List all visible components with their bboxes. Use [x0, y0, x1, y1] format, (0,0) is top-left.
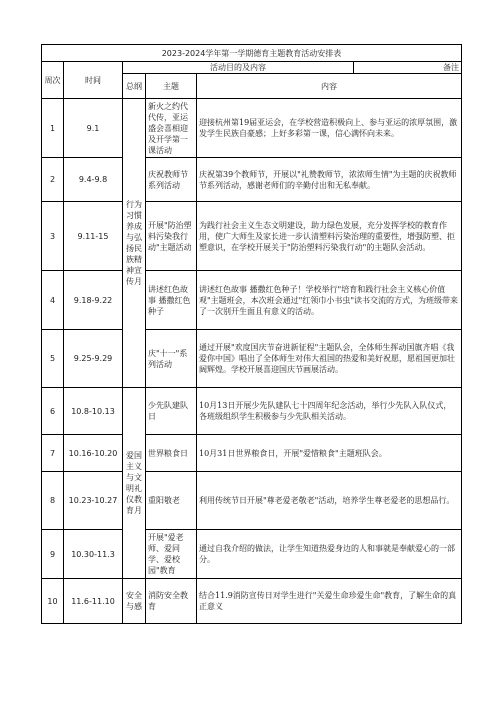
- time-cell: 10.8-10.13: [64, 388, 123, 435]
- content-cell: 庆祝第39个教师节，开展以"礼赞教师节，浓浓师生情"为主题的庆祝教师节系列活动，感谢老师们的辛勤付出和无私奉献。: [197, 158, 462, 202]
- topic-cell: 消防安全教育: [146, 579, 197, 624]
- schedule-table: [41, 44, 462, 624]
- table-row: [42, 388, 462, 435]
- week-cell: 8: [42, 472, 64, 530]
- content-cell: 利用传统节日开展"尊老爱老敬老"活动，培养学生尊老爱老的思想品行。: [197, 472, 462, 530]
- table-row: [42, 579, 462, 624]
- table-row: [42, 530, 462, 579]
- time-cell: 9.18-9.22: [64, 271, 123, 330]
- week-cell: 3: [42, 202, 64, 271]
- topic-cell: 重阳敬老: [146, 472, 197, 530]
- content-cell: 结合11.9消防宣传日对学生进行"关爱生命珍爱生命"教育，了解生命的真正意义: [197, 579, 462, 624]
- topic-cell: 新火之约代代传，亚运盛会喜相迎及开学第一课活动: [146, 99, 197, 158]
- header-outline: 总纲: [123, 74, 146, 99]
- topic-cell: 少先队建队日: [146, 388, 197, 435]
- content-cell: 为践行社会主义生态文明建设，助力绿色发展，充分发挥学校的教育作用，使广大师生及家长进一步认清塑料污染治理的重要性，增强防塑、拒塑意识，在学校开展关于"防治塑料污染我行动"的主题队会活动。: [197, 202, 462, 271]
- time-cell: 11.6-11.10: [64, 579, 123, 624]
- week-cell: 7: [42, 435, 64, 472]
- time-cell: 9.25-9.29: [64, 330, 123, 388]
- time-cell: 10.16-10.20: [64, 435, 123, 472]
- table-row: [42, 330, 462, 388]
- topic-cell: 庆"十一"系列活动: [146, 330, 197, 388]
- outline-group-3: 安全与感: [123, 579, 146, 624]
- header-time: 时间: [64, 62, 123, 99]
- week-cell: 9: [42, 530, 64, 579]
- time-cell: 9.1: [64, 99, 123, 158]
- topic-cell: 讲述红色故事 播撒红色种子: [146, 271, 197, 330]
- header-remark: 备注: [354, 62, 462, 74]
- week-cell: 2: [42, 158, 64, 202]
- content-cell: 10月13日开展少先队建队七十四周年纪念活动，举行少先队入队仪式，各班级组织学生积极参与少先队相关活动。: [197, 388, 462, 435]
- outline-group-2: 爱国主义与文明礼仪教育月: [123, 388, 146, 579]
- week-cell: 10: [42, 579, 64, 624]
- topic-cell: 开展"爱老师、爱同学、爱校园"教育: [146, 530, 197, 579]
- content-cell: 讲述红色故事 播撒红色种子！学校举行"培育和践行社会主义核心价值观"主题班会，本次班会通过"红领巾小书虫"读书交流的方式，为班级带来了一次别开生面且有意义的活动。: [197, 271, 462, 330]
- table-row: [42, 158, 462, 202]
- topic-cell: 庆祝教师节系列活动: [146, 158, 197, 202]
- week-cell: 1: [42, 99, 64, 158]
- time-cell: 10.30-11.3: [64, 530, 123, 579]
- content-cell: 10月31日世界粮食日，开展"爱惜粮食"主题班队会。: [197, 435, 462, 472]
- header-content: 内容: [197, 74, 462, 99]
- time-cell: 9.4-9.8: [64, 158, 123, 202]
- content-cell: 通过自我介绍的做法，让学生知道热爱身边的人和事就是奉献爱心的一部分。: [197, 530, 462, 579]
- topic-cell: 开展"防治塑料污染我行动"主题活动: [146, 202, 197, 271]
- content-cell: 迎接杭州第19届亚运会，在学校营造积极向上、参与亚运的浓厚氛围，激发学生民族自豪感；上好多彩第一课，信心满怀向未来。: [197, 99, 462, 158]
- table-row: [42, 271, 462, 330]
- table-title: 2023-2024学年第一学期德育主题教育活动安排表: [42, 45, 462, 62]
- header-row: [42, 62, 462, 74]
- header-goal-content: 活动目的及内容: [123, 62, 354, 74]
- table-row: [42, 472, 462, 530]
- outline-group-1: 行为习惯养成与弘扬民族精神宣传月: [123, 99, 146, 388]
- title-row: [42, 45, 462, 62]
- header-week: 周次: [42, 62, 64, 99]
- week-cell: 5: [42, 330, 64, 388]
- content-cell: 通过开展"欢度国庆节奋进新征程"主题队会，全体师生挥动国旗齐唱《我爱你中国》唱出了全体师生对伟大祖国的热爱和美好祝愿，愿祖国更加壮阔辉煌。学校开展喜迎国庆节画展活动。: [197, 330, 462, 388]
- week-cell: 6: [42, 388, 64, 435]
- topic-cell: 世界粮食日: [146, 435, 197, 472]
- time-cell: 9.11-15: [64, 202, 123, 271]
- time-cell: 10.23-10.27: [64, 472, 123, 530]
- table-row: [42, 99, 462, 158]
- table-row: [42, 435, 462, 472]
- table-row: [42, 202, 462, 271]
- week-cell: 4: [42, 271, 64, 330]
- header-topic: 主题: [146, 74, 197, 99]
